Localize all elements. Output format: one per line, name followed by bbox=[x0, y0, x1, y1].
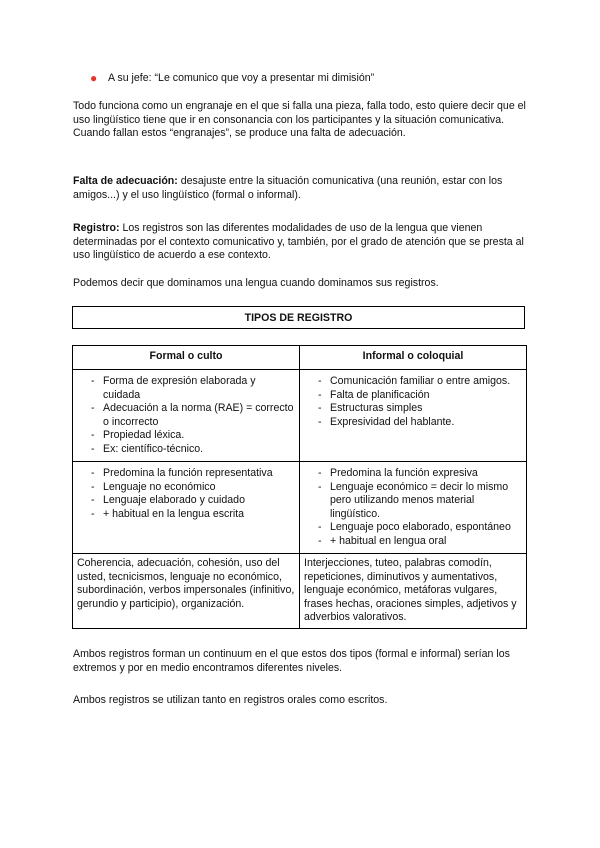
list-item: - Comunicación familiar o entre amigos. bbox=[304, 375, 522, 389]
list-item: - + habitual en lengua oral bbox=[304, 535, 522, 549]
formal-features-cell: Coherencia, adecuación, cohesión, uso del usted, tecnicismos, lenguaje no económico, subordinación, verbos impersonales (infinitivo, gerundio y participio), organización. bbox=[73, 554, 300, 629]
falta-term: Falta de adecuación: bbox=[73, 175, 178, 187]
table-header-row bbox=[73, 346, 527, 370]
intro-paragraph bbox=[73, 100, 533, 141]
formal-cell-1 bbox=[73, 370, 300, 462]
bullet-dot-icon: ● bbox=[90, 71, 98, 85]
informal-cell-2 bbox=[300, 462, 527, 554]
falta-paragraph bbox=[73, 175, 533, 202]
list-item: - + habitual en la lengua escrita bbox=[77, 508, 295, 522]
continuum-paragraph: Ambos registros forman un continuum en el que estos dos tipos (formal e informal) serían los extremos y por en medio encontramos diferentes niveles. bbox=[73, 648, 510, 674]
list-item: - Lenguaje económico = decir lo mismo pero utilizando menos material lingüístico. bbox=[304, 481, 522, 522]
intro-line-1: Todo funciona como un engranaje en el que si falla una pieza, falla todo, esto quiere decir que el uso lingüístico tiene que ir en consonancia con los participantes y la situación comunicativa. bbox=[73, 100, 526, 126]
intro-line-2: Cuando fallan estos “engranajes”, se produce una falta de adecuación. bbox=[73, 127, 406, 139]
formal-cell-2 bbox=[73, 462, 300, 554]
registro-term: Registro: bbox=[73, 222, 120, 234]
table-row bbox=[73, 462, 527, 554]
ambos-paragraph: Ambos registros se utilizan tanto en registros orales como escritos. bbox=[73, 694, 388, 706]
list-item: - Ex: científico-técnico. bbox=[77, 443, 295, 457]
list-item: - Predomina la función representativa bbox=[77, 467, 295, 481]
list-item: - Expresividad del hablante. bbox=[304, 416, 522, 430]
list-item: - Falta de planificación bbox=[304, 389, 522, 403]
registro-definition: Los registros son las diferentes modalidades de uso de la lengua que vienen determinadas por el contexto comunicativo y, también, por el grado de atención que se presta al uso lingüístico de acuerdo a ese contexto. bbox=[73, 222, 524, 261]
table-title: TIPOS DE REGISTRO bbox=[72, 306, 525, 329]
falta-definition: desajuste entre la situación comunicativa (una reunión, estar con los amigos...) y el uso lingüístico (formal o informal). bbox=[73, 175, 503, 201]
list-item: - Adecuación a la norma (RAE) = correcto o incorrecto bbox=[77, 402, 295, 429]
bullet-text: A su jefe: “Le comunico que voy a presentar mi dimisión” bbox=[108, 72, 375, 84]
list-item: - Predomina la función expresiva bbox=[304, 467, 522, 481]
table-row bbox=[73, 370, 527, 462]
informal-features-cell: Interjecciones, tuteo, palabras comodín, repeticiones, diminutivos y aumentativos, lenguaje económico, metáforas vulgares, frases hechas, oraciones simples, adjetivos y adverbios valorativos. bbox=[300, 554, 527, 629]
list-item: - Forma de expresión elaborada y cuidada bbox=[77, 375, 295, 402]
registro-paragraph bbox=[73, 222, 533, 263]
header-formal: Formal o culto bbox=[73, 346, 300, 370]
informal-cell-1 bbox=[300, 370, 527, 462]
list-item: - Propiedad léxica. bbox=[77, 429, 295, 443]
list-item: - Lenguaje elaborado y cuidado bbox=[77, 494, 295, 508]
dominamos-paragraph: Podemos decir que dominamos una lengua cuando dominamos sus registros. bbox=[73, 277, 439, 289]
list-item: - Estructuras simples bbox=[304, 402, 522, 416]
list-item: - Lenguaje poco elaborado, espontáneo bbox=[304, 521, 522, 535]
table-row bbox=[73, 554, 527, 629]
register-table bbox=[72, 345, 527, 629]
header-informal: Informal o coloquial bbox=[300, 346, 527, 370]
list-item: - Lenguaje no económico bbox=[77, 481, 295, 495]
